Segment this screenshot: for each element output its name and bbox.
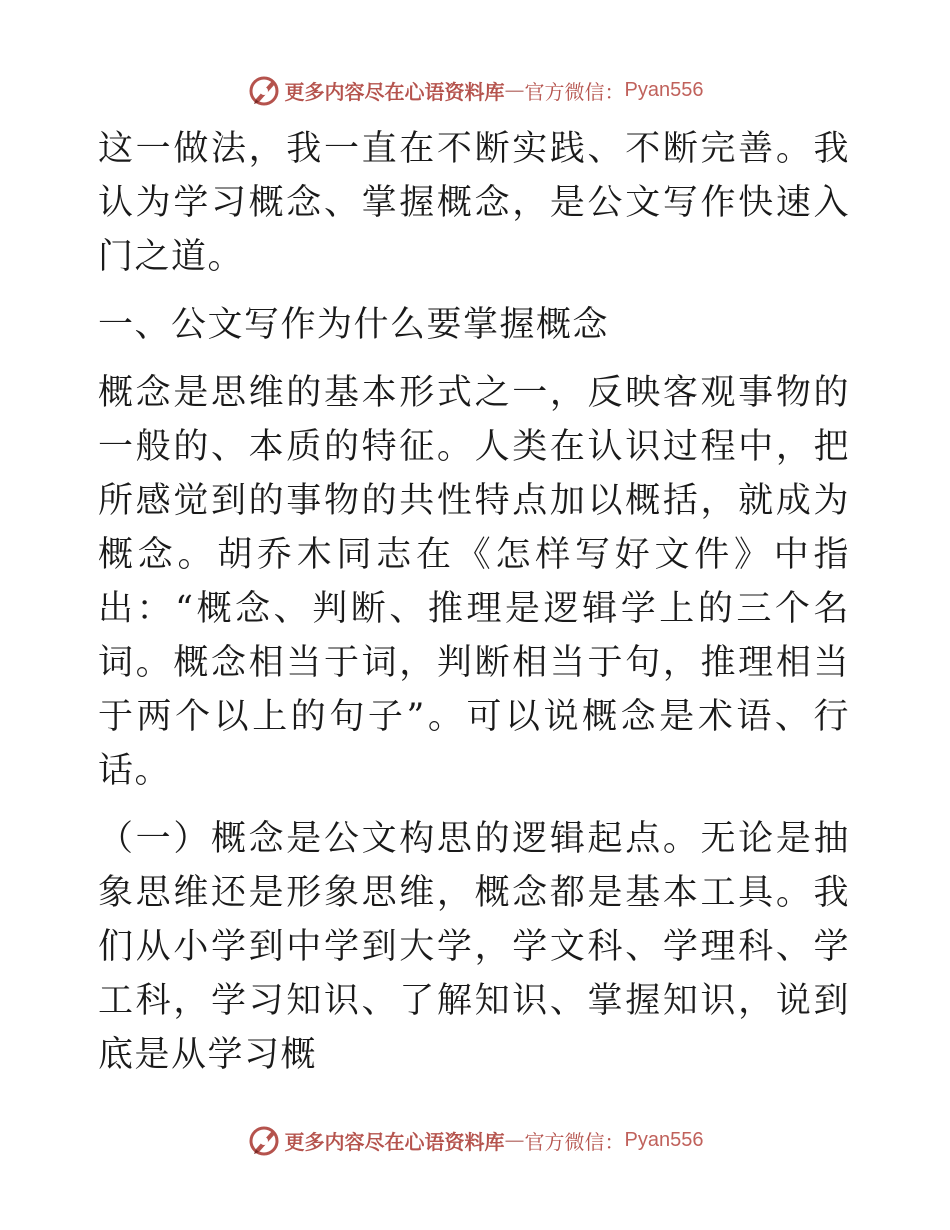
- watermark-wechat-label: 官方微信：: [524, 79, 625, 104]
- document-body: [98, 122, 850, 1082]
- paragraph-subsection-one: （一）概念是公文构思的逻辑起点。无论是抽象思维还是形象思维，概念都是基本工具。我们从小学到中学到大学，学文科、学理科、学工科，学习知识、了解知识、掌握知识，说到底是从学习概: [98, 819, 850, 1075]
- watermark-site-text: 更多内容尽在心语资料库: [284, 79, 505, 104]
- header-watermark: [0, 70, 950, 110]
- pen-logo-icon: [247, 73, 281, 107]
- paragraph-concept-definition: 概念是思维的基本形式之一，反映客观事物的一般的、本质的特征。人类在认识过程中，把所感觉到的事物的共性特点加以概括，就成为概念。胡乔木同志在《怎样写好文件》中指出：“概念、判断、推理是逻辑学上的三个名词。概念相当于词，判断相当于句，推理相当于两个以上的句子”。可以说概念是术语、行话。: [98, 373, 850, 791]
- watermark-wechat-label: 官方微信：: [524, 1129, 625, 1154]
- watermark-separator: —: [504, 1128, 525, 1152]
- watermark-wechat-id: Pyan556: [624, 78, 704, 101]
- watermark-site-text: 更多内容尽在心语资料库: [284, 1129, 505, 1154]
- paragraph-intro: 这一做法，我一直在不断实践、不断完善。我认为学习概念、掌握概念，是公文写作快速入门之道。: [98, 129, 850, 277]
- footer-watermark: [0, 1120, 950, 1160]
- section-heading: 一、公文写作为什么要掌握概念: [98, 305, 610, 345]
- pen-logo-icon: [247, 1123, 281, 1157]
- watermark-separator: —: [504, 78, 525, 102]
- watermark-wechat-id: Pyan556: [624, 1128, 704, 1151]
